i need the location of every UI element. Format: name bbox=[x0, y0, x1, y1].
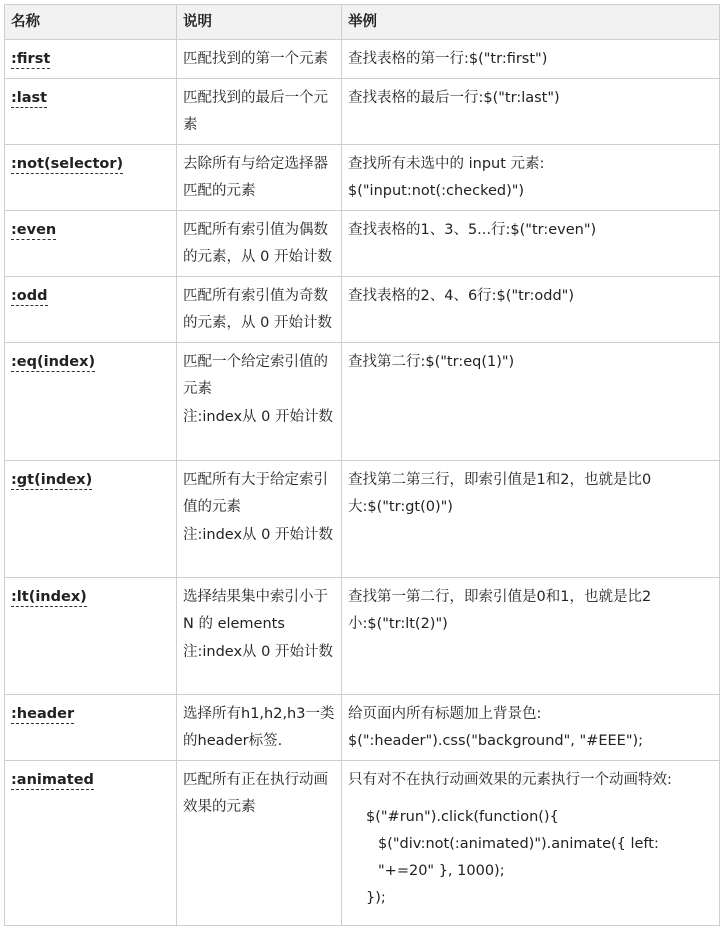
description-text: 匹配所有索引值为奇数的元素，从 0 开始计数 bbox=[183, 287, 332, 331]
example-cell bbox=[342, 144, 720, 210]
selector-link[interactable]: :header bbox=[11, 705, 75, 722]
example-code-line: $("#run").click(function(){ bbox=[366, 808, 559, 825]
selector-cell bbox=[5, 760, 177, 925]
description-cell bbox=[177, 694, 342, 760]
example-cell bbox=[342, 760, 720, 925]
table-row bbox=[5, 276, 720, 342]
example-code: $(":header").css("background", "#EEE"); bbox=[348, 732, 644, 749]
selector-cell bbox=[5, 276, 177, 342]
description-text: 匹配所有索引值为偶数的元素，从 0 开始计数 bbox=[183, 221, 332, 265]
table-row bbox=[5, 144, 720, 210]
table-row bbox=[5, 694, 720, 760]
description-note: 注:index从 0 开始计数 bbox=[183, 526, 333, 543]
description-text: 匹配所有大于给定索引值的元素 bbox=[183, 471, 328, 515]
description-cell bbox=[177, 78, 342, 144]
example-cell bbox=[342, 577, 720, 694]
description-text: 匹配找到的最后一个元素 bbox=[183, 89, 328, 133]
description-text: 去除所有与给定选择器匹配的元素 bbox=[183, 155, 328, 199]
example-cell bbox=[342, 276, 720, 342]
table-row bbox=[5, 342, 720, 460]
selector-link[interactable]: :last bbox=[11, 89, 48, 106]
description-cell bbox=[177, 276, 342, 342]
selector-cell bbox=[5, 342, 177, 460]
description-cell bbox=[177, 460, 342, 577]
selector-cell bbox=[5, 460, 177, 577]
example-cell bbox=[342, 210, 720, 276]
selector-table bbox=[4, 4, 720, 926]
description-cell bbox=[177, 210, 342, 276]
description-text: 匹配找到的第一个元素 bbox=[183, 51, 328, 67]
description-cell bbox=[177, 577, 342, 694]
example-text: 查找所有未选中的 input 元素: bbox=[348, 155, 545, 172]
table-row bbox=[5, 460, 720, 577]
table-row bbox=[5, 40, 720, 79]
table-row bbox=[5, 78, 720, 144]
selector-link[interactable]: :even bbox=[11, 221, 57, 238]
selector-cell bbox=[5, 78, 177, 144]
description-note: 注:index从 0 开始计数 bbox=[183, 643, 333, 660]
example-text: 只有对不在执行动画效果的元素执行一个动画特效: bbox=[348, 771, 672, 788]
example-text: 查找第一第二行，即索引值是0和1，也就是比2小:$("tr:lt(2)") bbox=[348, 588, 652, 632]
table-row bbox=[5, 210, 720, 276]
example-code: $("input:not(:checked)") bbox=[348, 182, 525, 199]
selector-link[interactable]: :not(selector) bbox=[11, 155, 124, 172]
example-cell bbox=[342, 40, 720, 79]
selector-link[interactable]: :lt(index) bbox=[11, 588, 87, 605]
header-row bbox=[5, 5, 720, 40]
example-code-line: $("div:not(:animated)").animate({ left: "+=20" }, 1000); bbox=[378, 835, 659, 879]
selector-link[interactable]: :animated bbox=[11, 771, 94, 788]
example-cell bbox=[342, 342, 720, 460]
description-text: 匹配一个给定索引值的元素 bbox=[183, 353, 328, 397]
selector-link[interactable]: :odd bbox=[11, 287, 48, 304]
selector-cell bbox=[5, 40, 177, 79]
description-cell bbox=[177, 760, 342, 925]
example-text: 查找第二第三行，即索引值是1和2，也就是比0大:$("tr:gt(0)") bbox=[348, 471, 652, 515]
example-text: 查找表格的第一行:$("tr:first") bbox=[348, 51, 548, 67]
selector-link[interactable]: :first bbox=[11, 51, 51, 67]
selector-cell bbox=[5, 577, 177, 694]
description-note: 注:index从 0 开始计数 bbox=[183, 408, 333, 425]
example-cell bbox=[342, 694, 720, 760]
description-text: 选择所有h1,h2,h3一类的header标签. bbox=[183, 705, 335, 749]
selector-cell bbox=[5, 694, 177, 760]
example-cell bbox=[342, 460, 720, 577]
description-cell bbox=[177, 40, 342, 79]
example-text: 给页面内所有标题加上背景色: bbox=[348, 705, 542, 722]
selector-cell bbox=[5, 144, 177, 210]
selector-link[interactable]: :eq(index) bbox=[11, 353, 96, 370]
example-text: 查找表格的最后一行:$("tr:last") bbox=[348, 89, 560, 106]
header-example: 举例 bbox=[342, 5, 720, 40]
example-text: 查找表格的2、4、6行:$("tr:odd") bbox=[348, 287, 574, 304]
description-text: 选择结果集中索引小于 N 的 elements bbox=[183, 588, 328, 632]
example-code-line: }); bbox=[366, 889, 386, 906]
description-cell bbox=[177, 144, 342, 210]
example-cell bbox=[342, 78, 720, 144]
description-cell bbox=[177, 342, 342, 460]
table-row bbox=[5, 577, 720, 694]
header-desc: 说明 bbox=[177, 5, 342, 40]
header-name: 名称 bbox=[5, 5, 177, 40]
selector-link[interactable]: :gt(index) bbox=[11, 471, 93, 488]
table-row bbox=[5, 760, 720, 925]
example-text: 查找表格的1、3、5...行:$("tr:even") bbox=[348, 221, 597, 238]
example-text: 查找第二行:$("tr:eq(1)") bbox=[348, 353, 515, 370]
description-text: 匹配所有正在执行动画效果的元素 bbox=[183, 771, 328, 815]
selector-cell bbox=[5, 210, 177, 276]
